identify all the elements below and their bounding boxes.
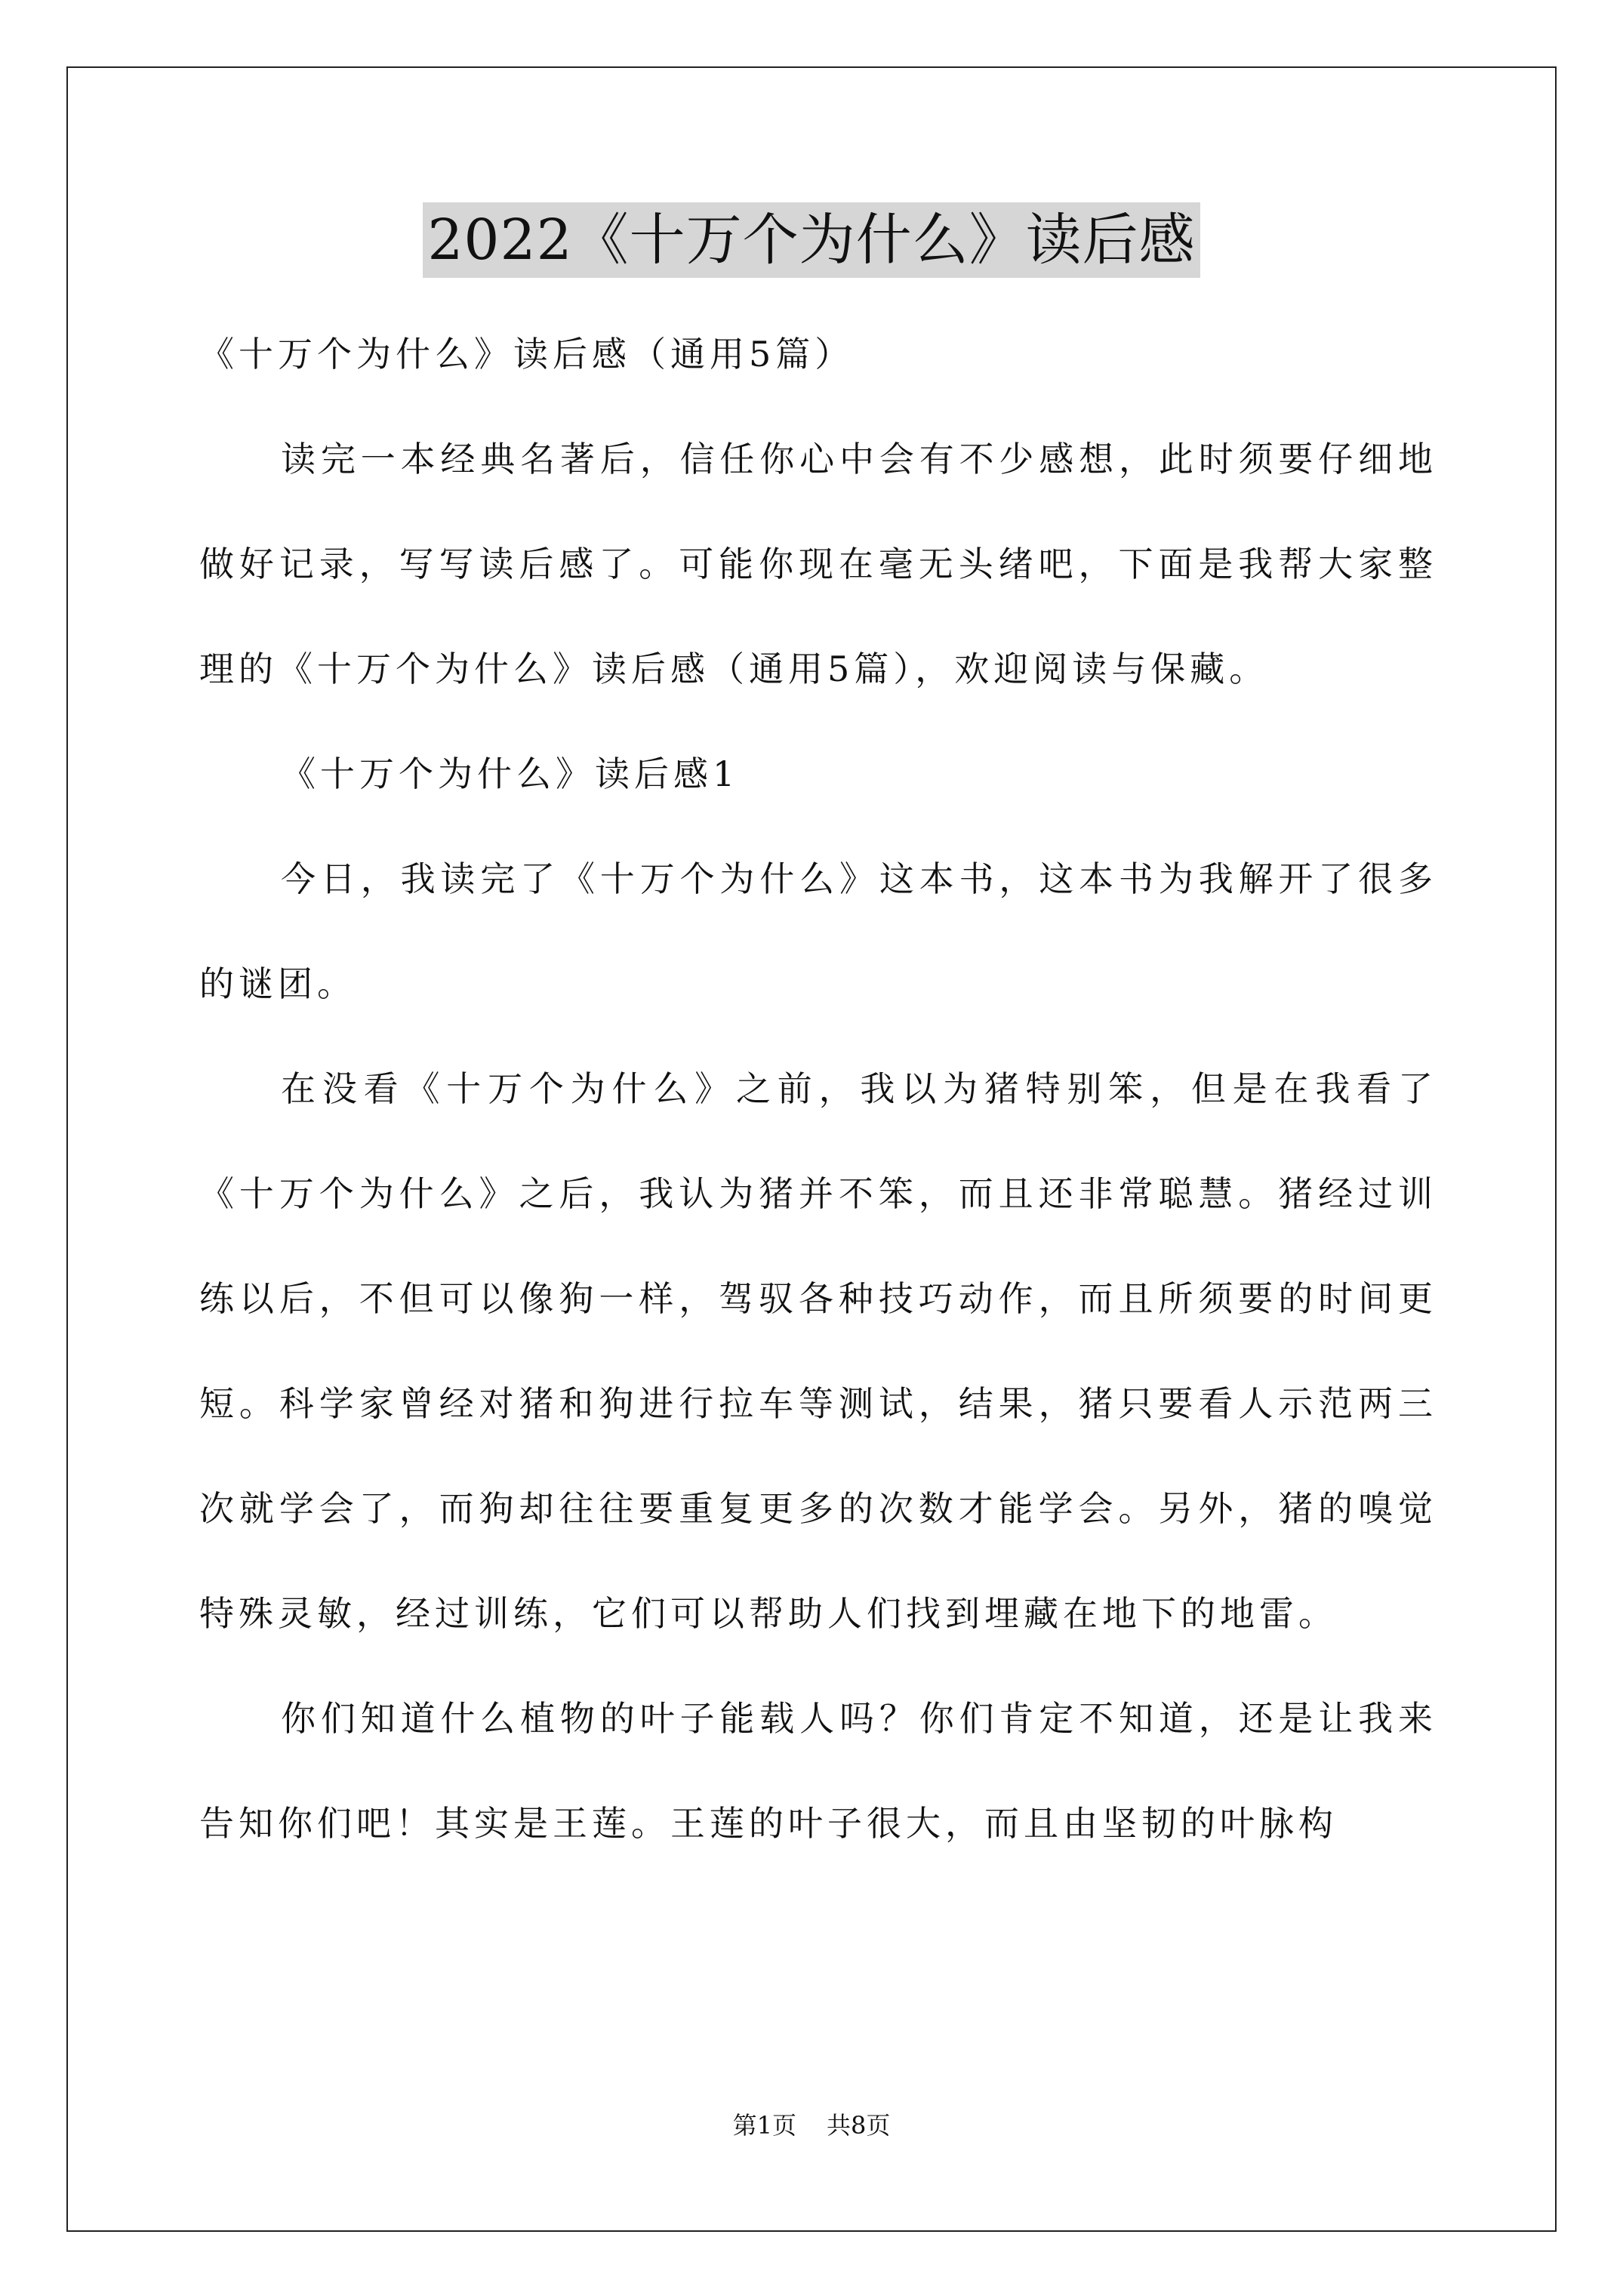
document-title: 2022《十万个为什么》读后感 [423, 202, 1200, 278]
paragraph: 在没看《十万个为什么》之前，我以为猪特别笨，但是在我看了《十万个为什么》之后，我认为猪并不笨，而且还非常聪慧。猪经过训练以后，不但可以像狗一样，驾驭各种技巧动作，而且所须要的时间更短。科学家曾经对猪和狗进行拉车等测试，结果，猪只要看人示范两三次就学会了，而狗却往往要重复更多的次数才能学会。另外，猪的嗅觉特殊灵敏，经过训练，它们可以帮助人们找到埋藏在地下的地雷。 [199, 1068, 1437, 1634]
intro-subtitle: 《十万个为什么》读后感（通用5篇） [199, 334, 855, 374]
paragraph: 今日，我读完了《十万个为什么》这本书，这本书为我解开了很多的谜团。 [199, 858, 1437, 1004]
title-container [0, 202, 1623, 278]
section-heading: 《十万个为什么》读后感1 [281, 754, 740, 794]
document-body [199, 302, 1437, 1876]
paragraph: 你们知道什么植物的叶子能载人吗？你们肯定不知道，还是让我来告知你们吧！其实是王莲。王莲的叶子很大，而且由坚韧的叶脉构 [199, 1698, 1437, 1844]
page-number: 第1页 [732, 2111, 796, 2140]
paragraph: 读完一本经典名著后，信任你心中会有不少感想，此时须要仔细地做好记录，写写读后感了。可能你现在毫无头绪吧，下面是我帮大家整理的《十万个为什么》读后感（通用5篇），欢迎阅读与保藏。 [199, 439, 1437, 689]
page-total: 共8页 [827, 2111, 891, 2140]
page-footer [0, 2106, 1623, 2144]
